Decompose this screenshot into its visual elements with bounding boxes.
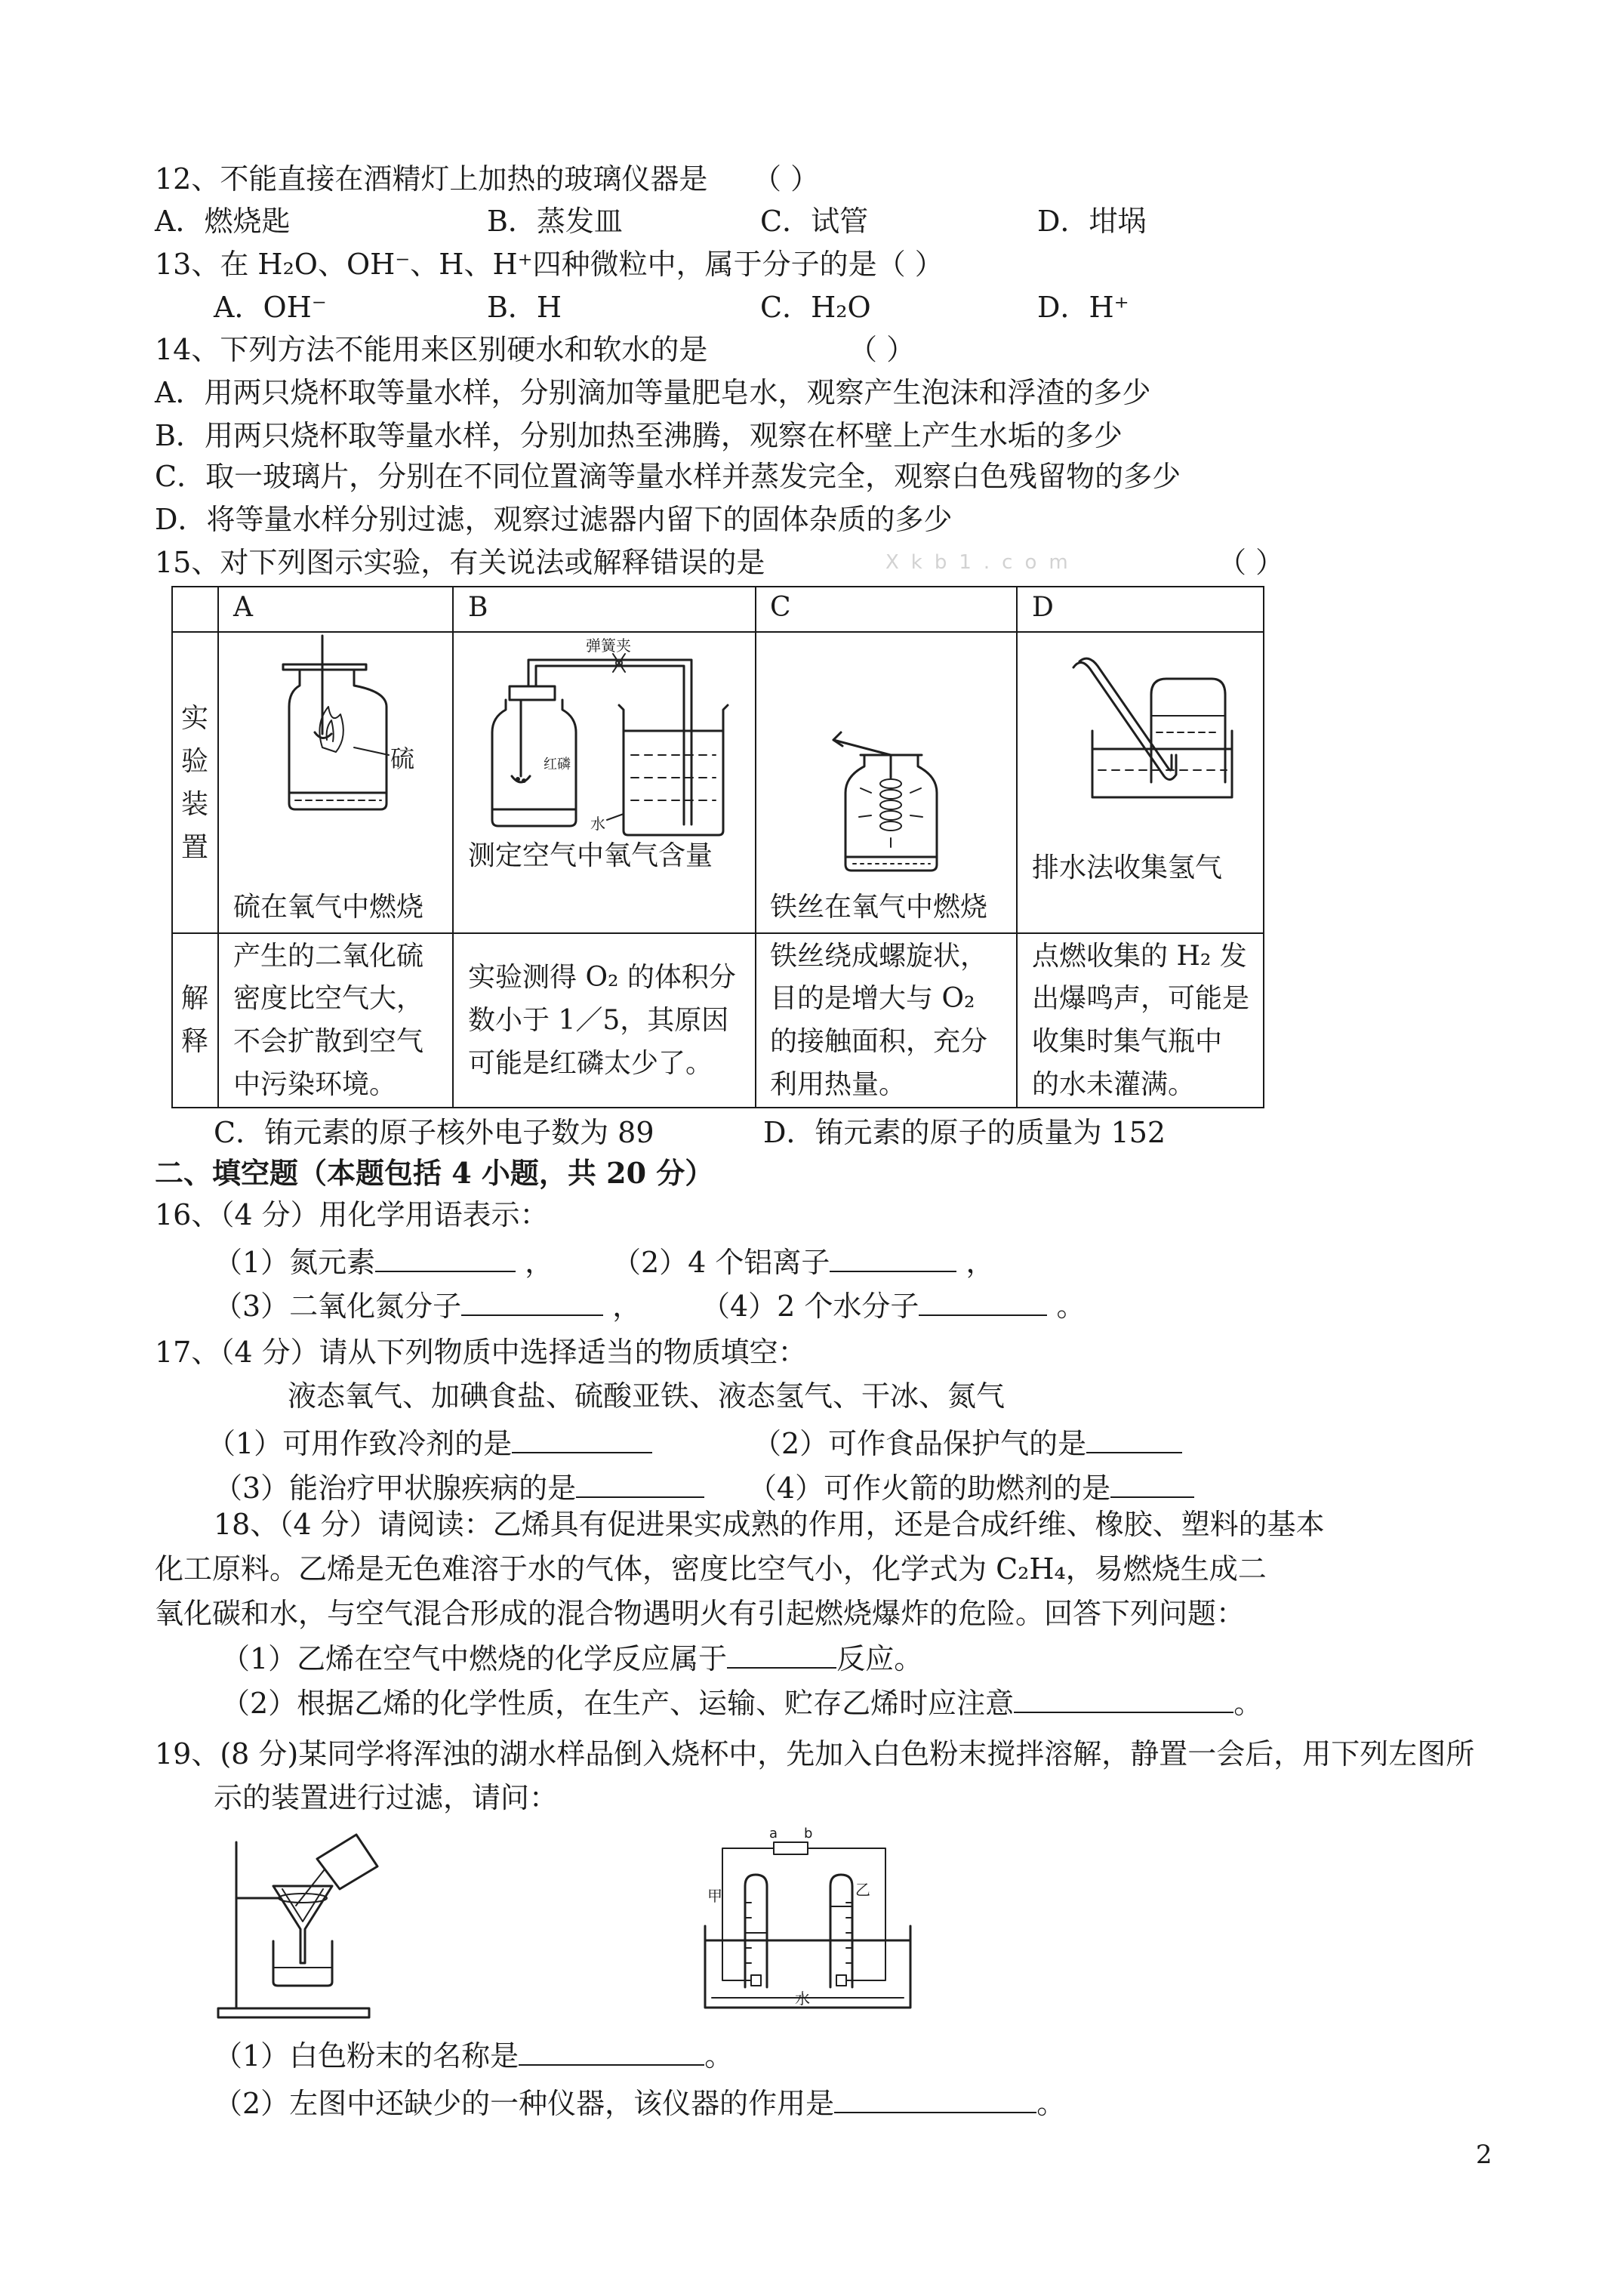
q14-option-c: C．取一玻璃片，分别在不同位置滴等量水样并蒸发完全，观察白色残留物的多少 (155, 460, 1181, 493)
q16-item-2 (612, 1247, 995, 1277)
answer-blank (512, 1428, 652, 1453)
item-text: （4）可作火箭的助燃剂的是 (748, 1472, 1111, 1505)
explanation-c-line: 利用热量。 (770, 1069, 907, 1100)
answer-blank (461, 1290, 603, 1316)
water-label: 水 (795, 1989, 810, 2008)
item-text: （1）可用作致冷剂的是 (207, 1427, 513, 1460)
q16-stem: 16、（4 分）用化学用语表示： (155, 1198, 549, 1231)
q13-stem: 13、在 H₂O、OH⁻、H、H⁺四种微粒中，属于分子的是（ ） (155, 248, 944, 281)
q17-item-3 (214, 1472, 704, 1505)
table-divider (171, 631, 1264, 633)
q12-stem: 12、不能直接在酒精灯上加热的玻璃仪器是 (155, 162, 708, 196)
item-punct: ， (956, 1246, 995, 1279)
item-punct: 。 (1233, 1687, 1263, 1720)
item-text: （2）可作食品保护气的是 (753, 1427, 1087, 1460)
q18-line: 化工原料。乙烯是无色难溶于水的气体，密度比空气小，化学式为 C₂H₄，易燃烧生成二 (155, 1552, 1267, 1586)
answer-blank (375, 1247, 516, 1272)
tube-jia-label: 甲 (707, 1887, 722, 1905)
q18-line: 18、（4 分）请阅读：乙烯具有促进果实成熟的作用，还是合成纤维、橡胶、塑料的基本 (214, 1508, 1325, 1541)
item-punct: 。 (704, 2039, 734, 2073)
explanation-a-line: 不会扩散到空气 (233, 1026, 424, 1057)
explanation-d-line: 出爆鸣声，可能是 (1032, 983, 1250, 1014)
answer-blank (576, 1472, 704, 1498)
q19-item-1 (214, 2039, 734, 2073)
item-text: （1）乙烯在空气中燃烧的化学反应属于 (221, 1642, 728, 1675)
q17-substance-list: 液态氧气、加碘食盐、硫酸亚铁、液态氢气、干冰、氮气 (288, 1379, 1006, 1413)
explanation-c-line: 目的是增大与 O₂ (770, 983, 975, 1014)
row-label-device: 实验装置 (180, 703, 208, 863)
explanation-b-line: 可能是红磷太少了。 (468, 1048, 713, 1079)
water-displacement-figure (1064, 649, 1246, 808)
table-header-d: D (1032, 592, 1054, 623)
q18-item-1 (221, 1643, 922, 1673)
item-text: （2）左图中还缺少的一种仪器，该仪器的作用是 (214, 2087, 835, 2120)
q15-answer-bracket: （ ） (1218, 546, 1285, 579)
q16-item-3 (214, 1290, 641, 1321)
explanation-b-line: 数小于 1／5，其原因 (468, 1005, 729, 1036)
item-punct: 。 (1036, 2087, 1066, 2120)
caption-a: 硫在氧气中燃烧 (233, 892, 424, 923)
explanation-c-line: 的接触面积，充分 (770, 1026, 988, 1057)
item-punct: 。 (1047, 1290, 1086, 1323)
answer-blank (1014, 1687, 1233, 1713)
table-divider (452, 586, 454, 1108)
caption-d: 排水法收集氢气 (1032, 852, 1223, 883)
item-text: （1）氮元素 (214, 1246, 376, 1279)
explanation-d-line: 收集时集气瓶中 (1032, 1026, 1223, 1057)
q13-option-d: D．H⁺ (1037, 291, 1129, 324)
explanation-a-line: 密度比空气大， (233, 983, 424, 1014)
q17-item-4 (748, 1472, 1194, 1505)
iron-wire-combustion-figure (830, 710, 959, 883)
explanation-a-line: 产生的二氧化硫 (233, 941, 424, 972)
item-punct: ， (603, 1290, 642, 1323)
q14-option-b: B．用两只烧杯取等量水样，分别加热至沸腾，观察在杯壁上产生水垢的多少 (155, 419, 1123, 452)
electrode-b-label: b (804, 1826, 813, 1841)
answer-blank (919, 1290, 1047, 1316)
item-text: 反应。 (836, 1642, 923, 1675)
item-text: （2）4 个铝离子 (612, 1246, 830, 1279)
answer-blank (519, 2040, 704, 2066)
water-electrolysis-figure (691, 1827, 917, 2016)
section-title: 二、填空题（本题包括 4 小题，共 20 分） (155, 1156, 714, 1190)
q14-option-d: D．将等量水样分别过滤，观察过滤器内留下的固体杂质的多少 (155, 503, 953, 536)
q17-item-2 (753, 1428, 1182, 1458)
q19-line: 示的装置进行过滤，请问： (214, 1781, 559, 1814)
q12-answer-bracket: （ ） (753, 162, 820, 196)
extra-option-d: D．铕元素的原子的质量为 152 (763, 1116, 1166, 1149)
q12-option-c: C．试管 (760, 205, 869, 238)
answer-blank (830, 1247, 956, 1272)
q13-option-b: B．H (487, 291, 562, 324)
q13-option-a: A．OH⁻ (214, 291, 327, 324)
q14-option-a: A．用两只烧杯取等量水样，分别滴加等量肥皂水，观察产生泡沫和浮渣的多少 (155, 376, 1151, 409)
item-text: （3）二氧化氮分子 (214, 1290, 462, 1323)
q19-line: 19、(8 分)某同学将浑浊的湖水样品倒入烧杯中，先加入白色粉末搅拌溶解，静置一会后，用下列左图所 (155, 1737, 1475, 1771)
table-divider (1016, 586, 1018, 1108)
q12-option-b: B．蒸发皿 (487, 205, 623, 238)
q19-item-2 (214, 2088, 1065, 2118)
explanation-d-line: 的水未灌满。 (1032, 1069, 1196, 1100)
caption-c: 铁丝在氧气中燃烧 (770, 892, 988, 923)
explanation-b-line: 实验测得 O₂ 的体积分 (468, 962, 736, 993)
item-text: （4）2 个水分子 (701, 1290, 919, 1323)
answer-blank (1110, 1472, 1194, 1498)
answer-blank (834, 2088, 1036, 2113)
q16-item-1 (214, 1247, 553, 1277)
explanation-c-line: 铁丝绕成螺旋状， (770, 941, 988, 972)
q14-answer-bracket: （ ） (848, 333, 916, 366)
item-text: （1）白色粉末的名称是 (214, 2039, 519, 2073)
q14-stem: 14、下列方法不能用来区别硬水和软水的是 (155, 333, 708, 366)
table-divider (755, 586, 756, 1108)
explanation-d-line: 点燃收集的 H₂ 发 (1032, 941, 1247, 972)
red-phosphorus-label: 红磷 (544, 757, 571, 772)
explanation-a-line: 中污染环境。 (233, 1069, 397, 1100)
q18-item-2 (221, 1687, 1262, 1718)
item-punct: ， (516, 1246, 554, 1279)
filtration-apparatus-figure (211, 1827, 385, 2023)
item-text: （2）根据乙烯的化学性质，在生产、运输、贮存乙烯时应注意 (221, 1687, 1015, 1720)
tube-yi-label: 乙 (855, 1881, 870, 1899)
answer-blank (727, 1643, 836, 1669)
q12-option-a: A．燃烧匙 (155, 205, 291, 238)
row-label-explanation: 解释 (180, 983, 208, 1057)
q16-item-4 (701, 1290, 1086, 1321)
item-text: （3）能治疗甲状腺疾病的是 (214, 1472, 577, 1505)
table-divider (171, 932, 1264, 934)
table-divider (217, 586, 219, 1108)
q12-option-d: D．坩埚 (1037, 205, 1147, 238)
extra-option-c: C．铕元素的原子核外电子数为 89 (214, 1116, 654, 1149)
spring-clip-label: 弹簧夹 (586, 636, 631, 655)
q13-option-c: C．H₂O (760, 291, 871, 324)
q17-item-1 (207, 1428, 652, 1458)
page-number: 2 (1476, 2140, 1492, 2170)
table-header-a: A (233, 592, 253, 623)
q18-line: 氧化碳和水，与空气混合形成的混合物遇明火有引起燃烧爆炸的危险。回答下列问题： (155, 1597, 1246, 1630)
table-header-c: C (770, 592, 791, 623)
q15-stem: 15、对下列图示实验，有关说法或解释错误的是 (155, 546, 765, 579)
caption-b: 测定空气中氧气含量 (468, 840, 713, 871)
watermark-text: Xkb1.com (885, 551, 1080, 574)
oxygen-content-apparatus-figure (483, 636, 732, 846)
q17-stem: 17、（4 分）请从下列物质中选择适当的物质填空： (155, 1336, 807, 1369)
sulfur-combustion-figure (276, 634, 427, 827)
electrode-a-label: a (769, 1826, 778, 1841)
water-label: 水 (590, 815, 605, 833)
answer-blank (1086, 1428, 1182, 1453)
sulfur-label: 硫 (390, 744, 415, 773)
table-header-b: B (468, 592, 488, 623)
